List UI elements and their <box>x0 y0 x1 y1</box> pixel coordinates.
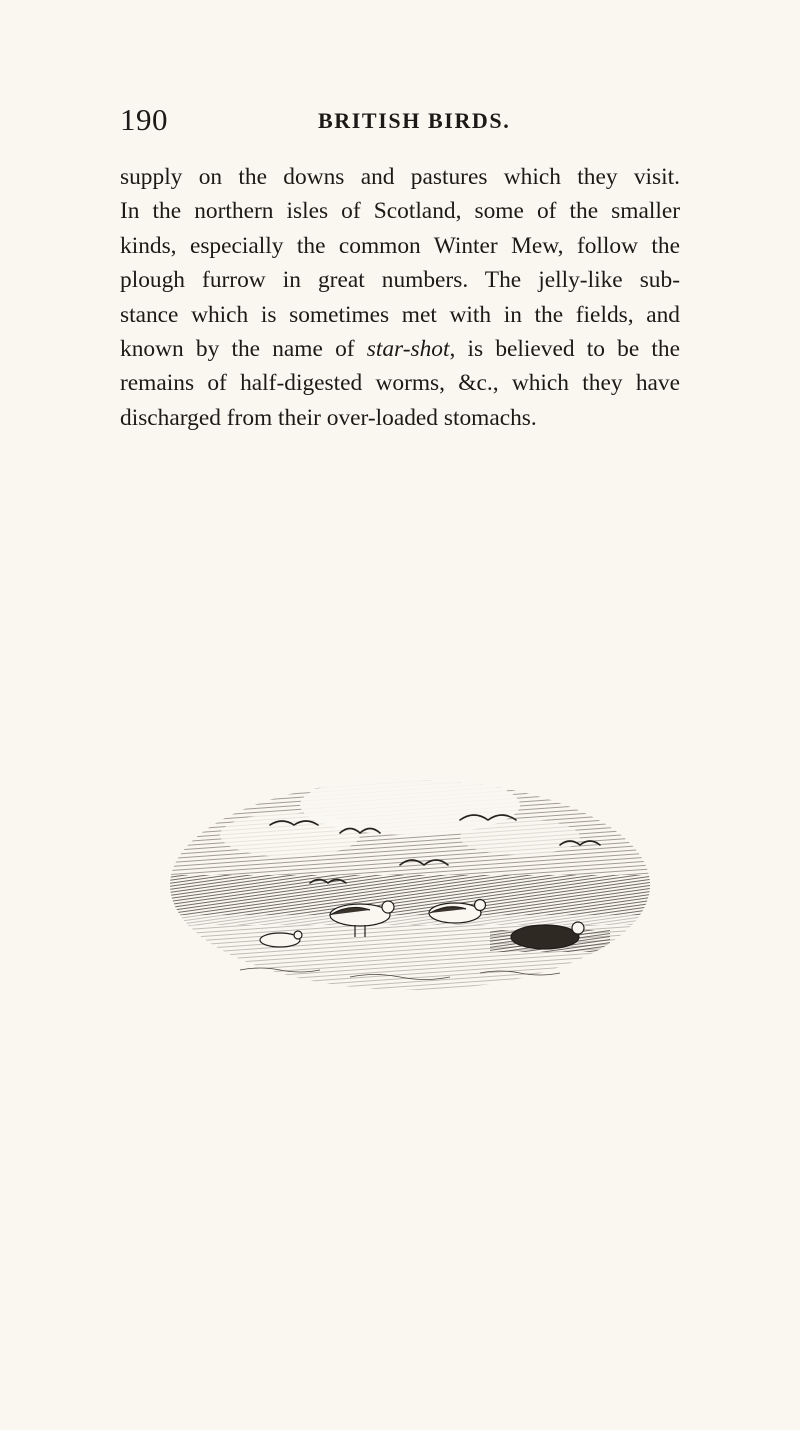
shore-hatching <box>160 925 660 1005</box>
sea-hatching <box>160 875 660 927</box>
text-line: In the northern isles of Scotland, some of the smaller <box>120 198 680 225</box>
page-number: 190 <box>120 102 168 137</box>
text-line: remains of half-digested worms, &c., which they have <box>120 370 680 397</box>
text-run: known by the name of <box>120 336 367 363</box>
italic-term: star-shot <box>366 336 450 363</box>
running-head: BRITISH BIRDS. <box>318 108 511 133</box>
sky-hatching <box>160 765 660 875</box>
text-run: , is believed to be the <box>449 336 680 363</box>
text-line: kinds, especially the common Winter Mew, follow the <box>120 232 680 259</box>
body-paragraph <box>120 160 680 435</box>
text-line: discharged from their over-loaded stomachs. <box>120 404 537 431</box>
text-line: supply on the downs and pastures which they visit. <box>120 164 680 190</box>
text-line <box>120 332 680 366</box>
text-line: plough furrow in great numbers. The jelly-like sub- <box>120 267 680 294</box>
gulls-engraving-illustration <box>160 765 660 1005</box>
text-line: stance which is sometimes met with in the fields, and <box>120 301 680 328</box>
